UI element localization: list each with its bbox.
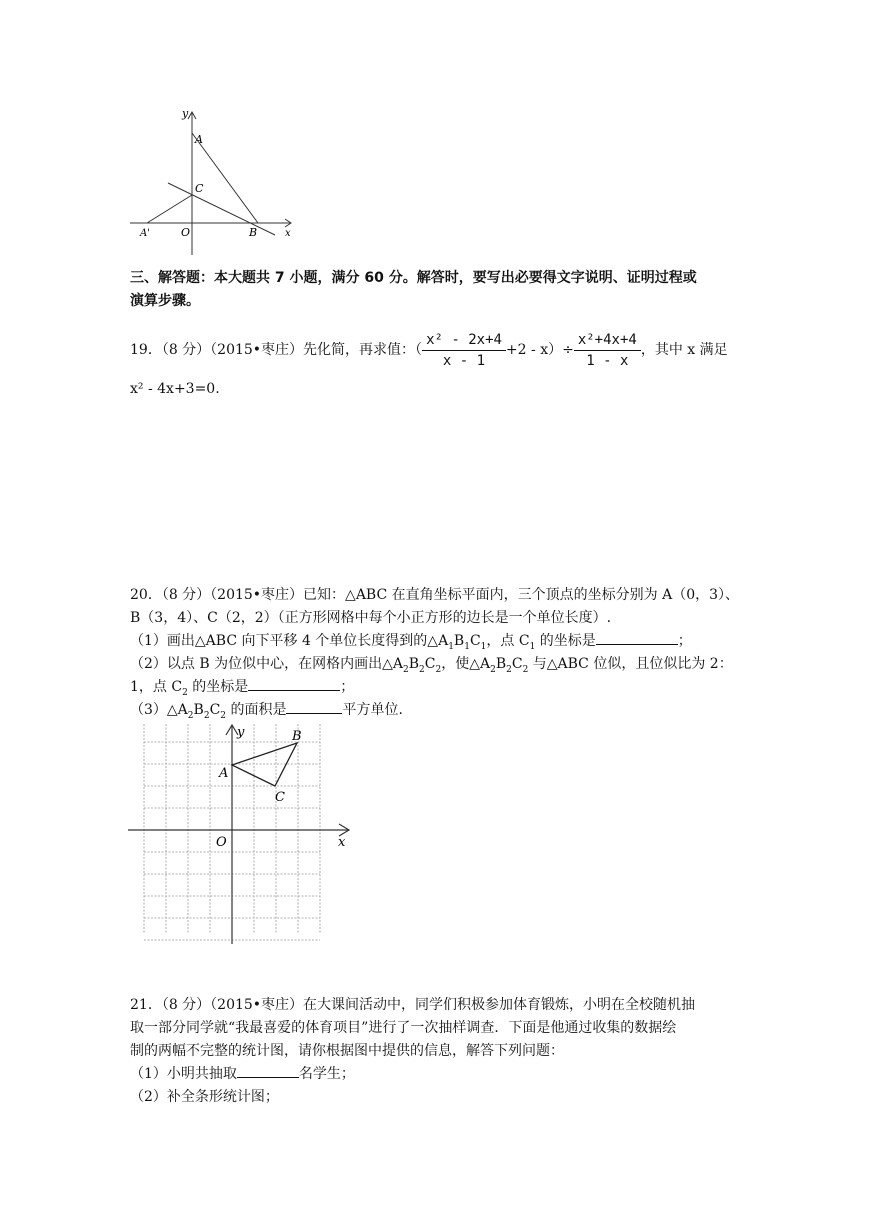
fig1-label-o: O — [181, 226, 191, 239]
q20-p3-text-b: B — [193, 702, 204, 718]
q20-p2-sub-a: 2 — [402, 664, 409, 675]
q20-line1: 20．（8 分）（2015•枣庄）已知：△ABC 在直角坐标平面内，三个顶点的坐标分别为 A（0，3）、 — [130, 587, 740, 603]
fig1-label-c: C — [195, 182, 204, 195]
question-19 — [130, 328, 728, 372]
q21-part2: （2）补全条形统计图； — [130, 1089, 279, 1105]
q20-p2l2-sub: 2 — [182, 687, 188, 698]
q20-p3-text-c: C — [209, 702, 221, 718]
section-3-heading-line1: 三、解答题：本大题共 7 小题，满分 60 分。解答时，要写出必要得文字说明、证明过程或 — [130, 270, 697, 286]
q20-p2-text-e: B — [495, 656, 507, 672]
q20-p2-text-a: （2）以点 B 为位似中心，在网格内画出△A — [130, 656, 403, 672]
fig1-label-b: B — [249, 226, 258, 239]
q20-p2l2-end: ； — [340, 679, 355, 695]
fig2-label-a: A — [219, 766, 229, 781]
q21-line1: 21．（8 分）（2015•枣庄）在大课间活动中，同学们积极参加体育锻炼，小明在全校随机抽 — [130, 997, 696, 1013]
q20-p2-text-d: ，使△A — [441, 656, 491, 672]
q20-p2-sub-d: 2 — [490, 664, 496, 675]
q20-p3-sub-a: 2 — [187, 710, 194, 721]
triangle-abc — [232, 743, 297, 786]
fig1-label-x: x — [285, 228, 291, 239]
q20-p1-text-d: ，点 C — [486, 633, 530, 649]
q20-p2-text-g: 与△ABC 位似，且位似比为 2： — [528, 656, 733, 672]
q20-p3-sub-b: 2 — [203, 710, 210, 721]
q19-mid: +2 - x）÷ — [505, 342, 574, 358]
q19-frac1-numerator: x² - 2x+4 — [422, 330, 506, 351]
q21-p1-answer-blank[interactable] — [237, 1063, 299, 1078]
line-a2c — [147, 195, 192, 223]
q20-p2-text-c: C — [424, 656, 436, 672]
fig2-label-x: x — [338, 835, 346, 850]
q19-frac2-denominator: 1 - x — [586, 352, 629, 369]
q21-line2: 取一部分同学就“我最喜爱的体育项目”进行了一次抽样调查．下面是他通过收集的数据绘 — [130, 1020, 677, 1036]
q20-p2-answer-blank[interactable] — [248, 676, 340, 691]
q20-p2-sub-b: 2 — [419, 664, 425, 675]
q20-p1-text-a: （1）画出△ABC 向下平移 4 个单位长度得到的△A — [130, 633, 449, 649]
q19-prefix: 19．（8 分）（2015•枣庄）先化简，再求值：（ — [130, 342, 423, 358]
q20-line2: B（3，4）、C（2，2）（正方形网格中每个小正方形的边长是一个单位长度）. — [130, 610, 612, 626]
q20-p1-text-b: B — [453, 633, 465, 649]
q21-part1 — [130, 1063, 355, 1085]
q20-p1-answer-blank[interactable] — [596, 630, 678, 645]
q19-suffix: ，其中 x 满足 — [640, 342, 728, 358]
q20-p1-sub-a: 1 — [448, 641, 454, 652]
q20-p3-answer-blank[interactable] — [286, 699, 342, 714]
fig2-label-c: C — [275, 790, 285, 805]
q20-p2-text-f: C — [511, 656, 523, 672]
fig1-label-y: y — [182, 107, 189, 120]
q21-p1-text-a: （1）小明共抽取 — [130, 1066, 237, 1082]
q20-p3-end: 平方单位. — [342, 702, 403, 718]
fig2-label-o: O — [216, 835, 227, 850]
q20-p2-text-b: B — [408, 656, 420, 672]
q20-p2l2-text-a: 1，点 C — [130, 679, 183, 695]
q20-p1-sub-b: 1 — [464, 641, 470, 652]
q20-p1-sub-c: 1 — [480, 641, 487, 652]
q21-line3: 制的两幅不完整的统计图，请你根据图中提供的信息，解答下列问题： — [130, 1043, 564, 1059]
q20-p2-sub-e: 2 — [506, 664, 512, 675]
q20-p3-text-a: （3）△A — [130, 702, 188, 718]
fig1-label-a-prime: A' — [140, 228, 150, 239]
q20-p1-text-e: 的坐标是 — [535, 633, 596, 649]
q20-p1-sub-d: 1 — [529, 641, 536, 652]
fig2-label-b: B — [292, 729, 302, 744]
q19-frac2-numerator: x²+4x+4 — [574, 330, 641, 351]
fig2-label-y: y — [237, 725, 245, 740]
q20-p2-sub-c: 2 — [435, 664, 442, 675]
line-ab — [192, 133, 258, 223]
q19-frac1-denominator: x - 1 — [442, 352, 486, 369]
q19-equation: x² - 4x+3=0. — [130, 381, 220, 397]
q20-p2-sub-f: 2 — [522, 664, 529, 675]
q21-p1-text-b: 名学生； — [298, 1066, 355, 1082]
section-3-heading-line2: 演算步骤。 — [130, 293, 200, 309]
q20-p3-text-d: 的面积是 — [226, 702, 287, 718]
q20-p2l2-text-b: 的坐标是 — [187, 679, 249, 695]
figure-1-line-graph — [125, 105, 305, 265]
q19-fraction-2 — [574, 330, 641, 371]
q20-p1-text-c: C — [469, 633, 481, 649]
q20-p3-sub-c: 2 — [220, 710, 227, 721]
q19-fraction-1 — [422, 330, 506, 371]
q20-p1-end: ； — [677, 633, 692, 649]
fig1-label-a: A — [195, 133, 203, 146]
figure-2-coordinate-grid — [128, 722, 358, 947]
